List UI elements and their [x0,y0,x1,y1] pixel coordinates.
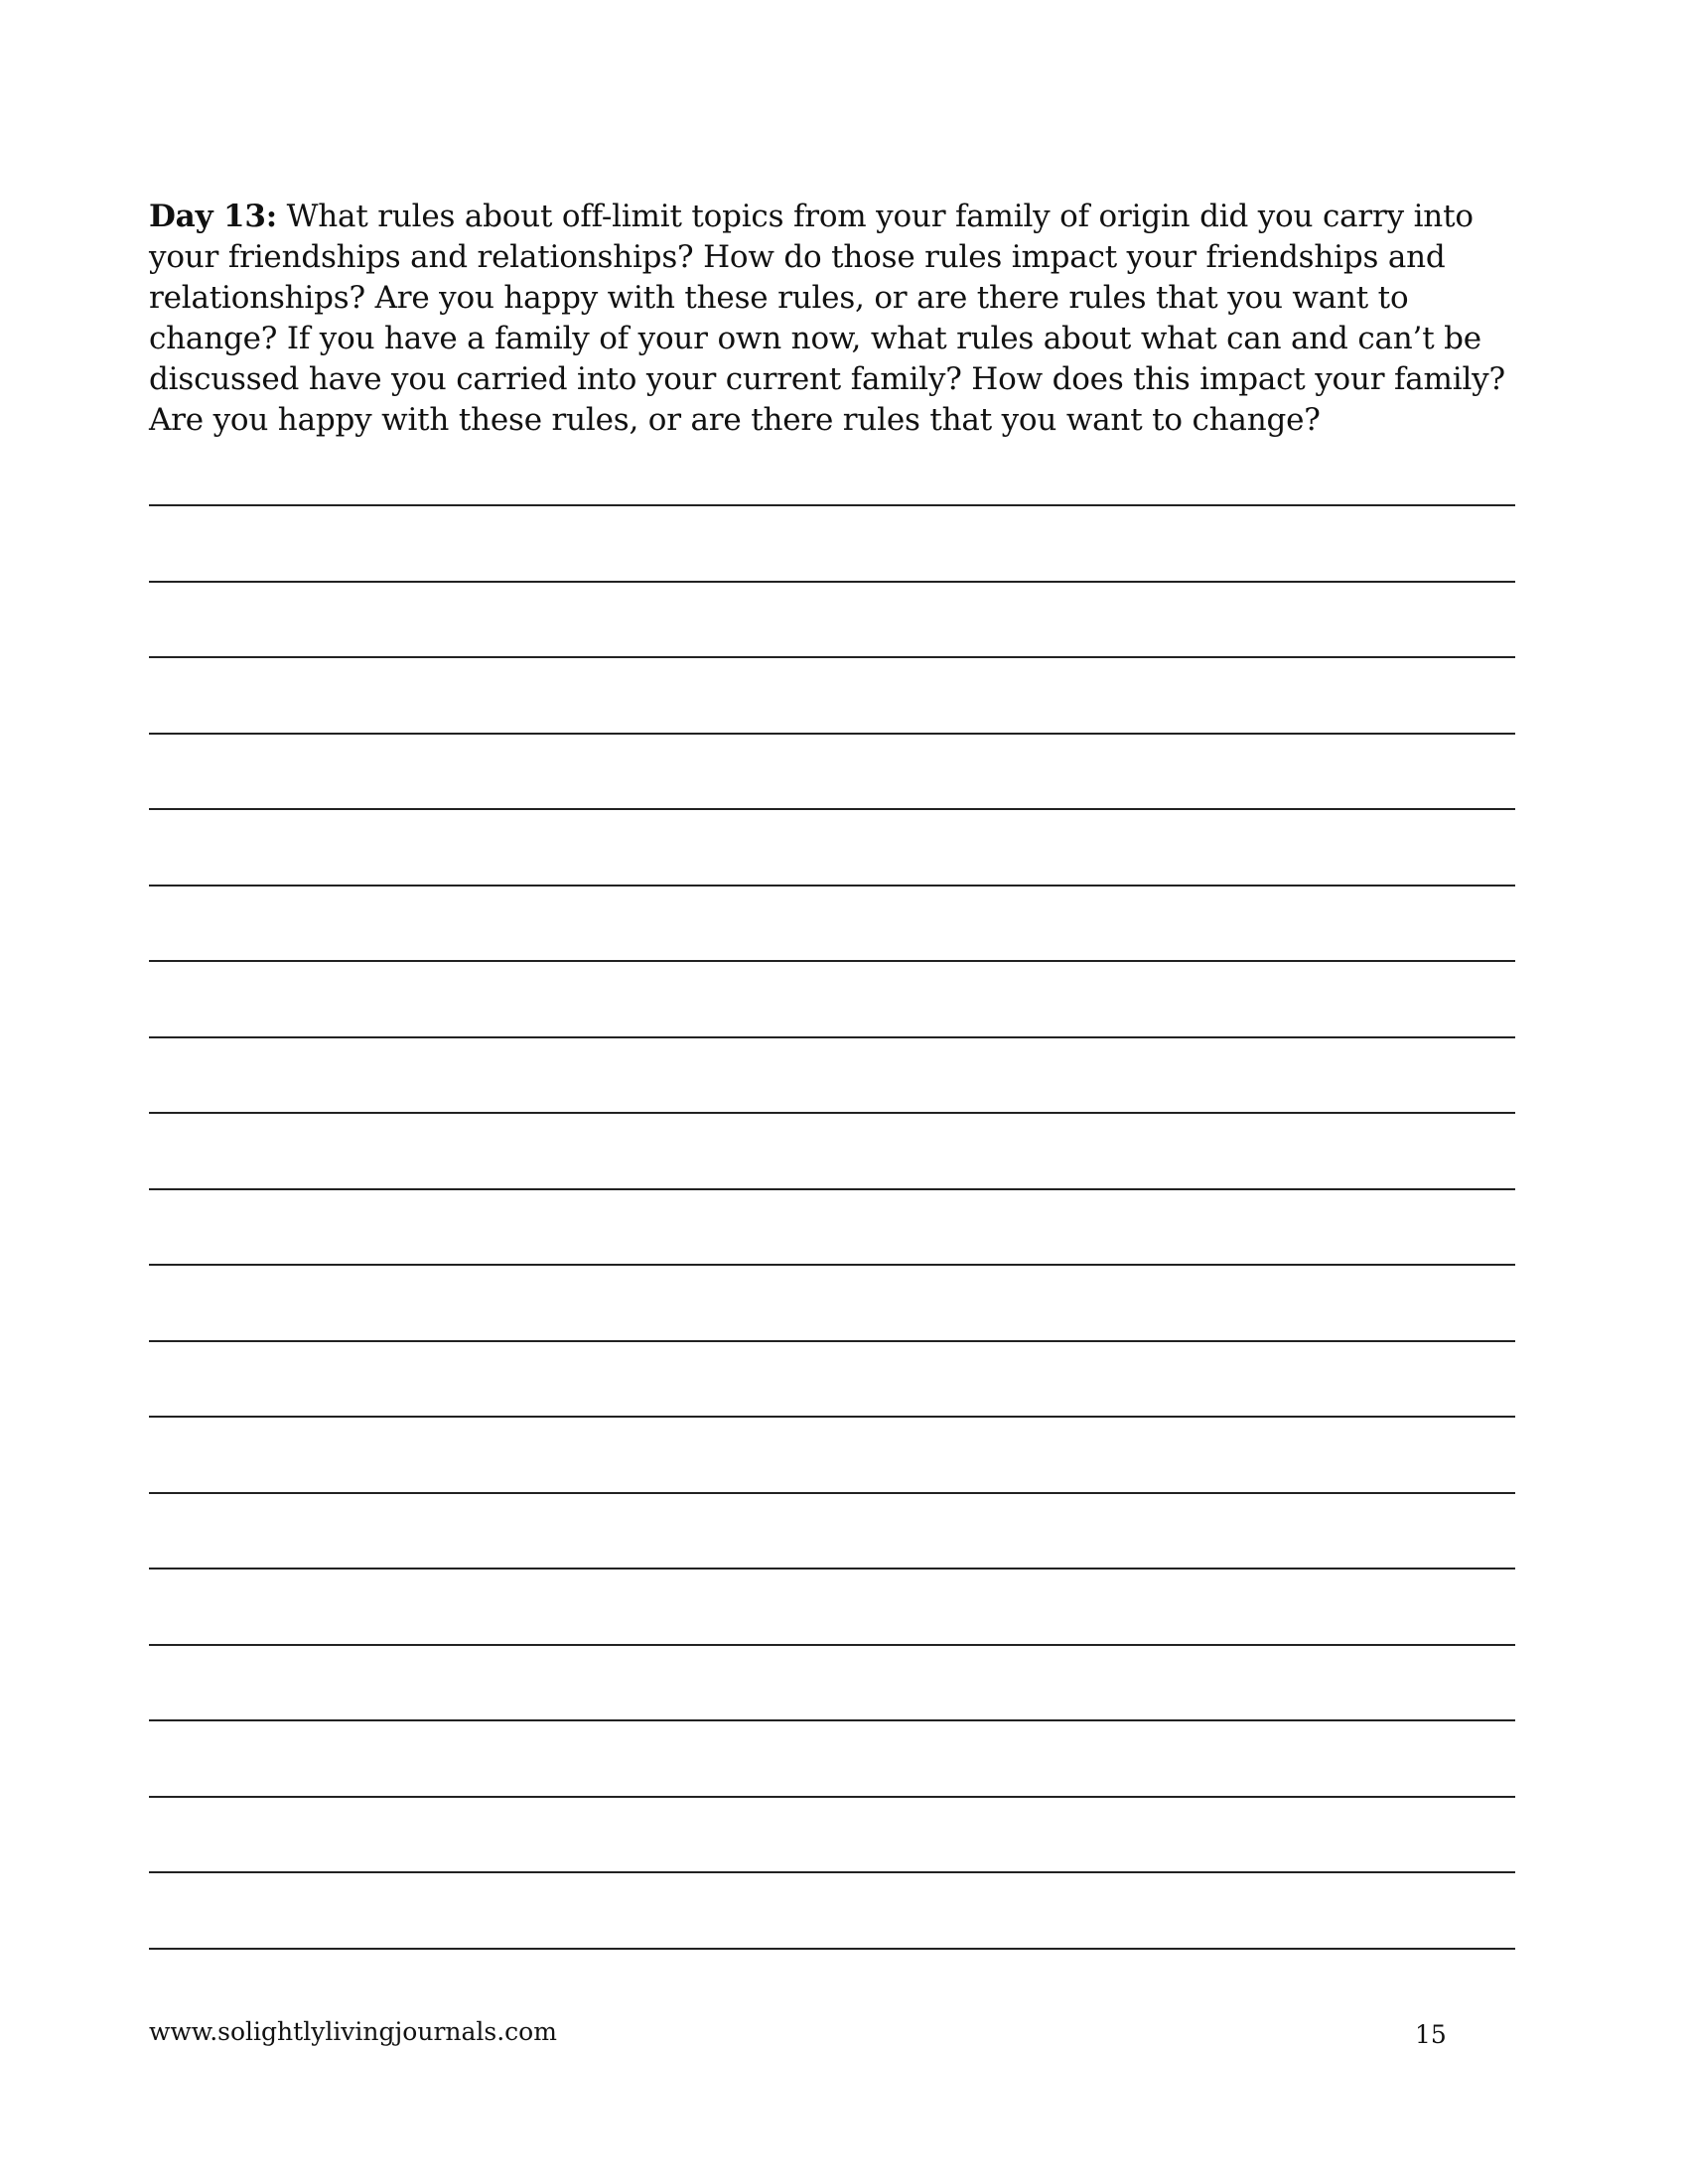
writing-line [149,1796,1515,1798]
writing-line [149,1568,1515,1570]
writing-line [149,581,1515,583]
writing-line [149,808,1515,810]
writing-lines [149,504,1515,2023]
writing-line [149,1112,1515,1114]
prompt-text: What rules about off-limit topics from your family of origin did you carry into your friendships and relationships? How do those rules impact your friendships and relationships? Are you happy with these rules, or are there rules that you want to change? If you have a family of your own now, what rules about what can and can’t be discussed have you carried into your current family? How does this impact your family? Are you happy with these rules, or are there rules that you want to change? [149,199,1505,438]
writing-line [149,733,1515,735]
writing-line [149,960,1515,962]
writing-line [149,885,1515,887]
footer-url: www.solightlylivingjournals.com [149,2017,557,2046]
page-number: 15 [1415,2020,1447,2049]
writing-line [149,1948,1515,1950]
writing-line [149,1264,1515,1266]
writing-line [149,1188,1515,1190]
writing-line [149,1719,1515,1721]
writing-line [149,1340,1515,1342]
writing-line [149,504,1515,506]
writing-line [149,1871,1515,1873]
writing-line [149,1492,1515,1494]
writing-line [149,1416,1515,1418]
day-label: Day 13: [149,199,277,234]
writing-line [149,656,1515,658]
writing-line [149,1644,1515,1646]
writing-line [149,1036,1515,1038]
journal-prompt [149,197,1539,441]
